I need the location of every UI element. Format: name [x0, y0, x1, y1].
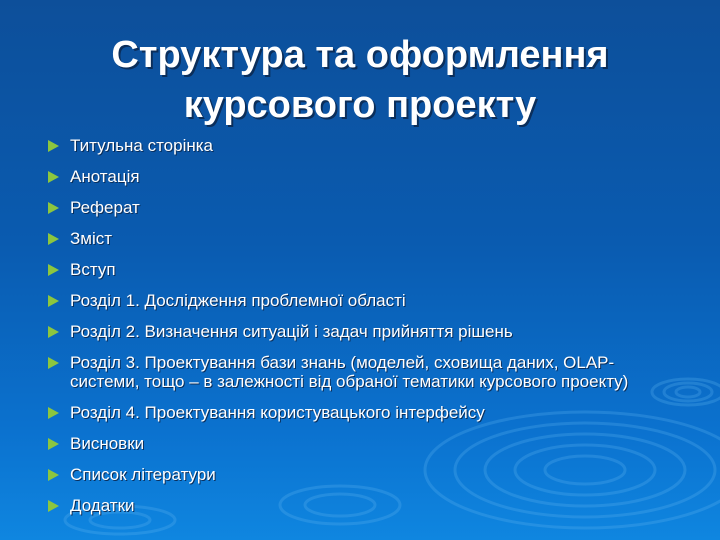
list-item-text: Список літератури: [70, 465, 216, 484]
arrowhead-bullet-icon: [48, 233, 59, 245]
arrowhead-bullet-icon: [48, 500, 59, 512]
list-item-text: Розділ 1. Дослідження проблемної області: [70, 291, 406, 310]
title-line-2: курсового проекту: [183, 84, 537, 126]
slide-title: [40, 30, 680, 130]
list-item: [48, 260, 678, 279]
list-item: [48, 198, 678, 217]
list-item-text: Титульна сторінка: [70, 136, 214, 155]
arrowhead-bullet-icon: [48, 326, 59, 338]
list-item: [48, 434, 678, 453]
list-item: [48, 229, 678, 248]
arrowhead-bullet-icon: [48, 357, 59, 369]
list-item: [48, 403, 678, 422]
arrowhead-bullet-icon: [48, 264, 59, 276]
list-item-text: Реферат: [70, 198, 140, 217]
arrowhead-bullet-icon: [48, 140, 59, 152]
list-item: [48, 136, 678, 155]
list-item-text: Додатки: [70, 496, 135, 515]
arrowhead-bullet-icon: [48, 171, 59, 183]
contents-list: [48, 136, 678, 515]
arrowhead-bullet-icon: [48, 295, 59, 307]
list-item: [48, 322, 678, 341]
arrowhead-bullet-icon: [48, 407, 59, 419]
list-item-text: Розділ 3. Проектування бази знань (моделей, сховища даних, OLAP- системи, тощо – в залежності від обраної тематики курсового проекту): [70, 353, 629, 391]
list-item: [48, 167, 678, 186]
arrowhead-bullet-icon: [48, 469, 59, 481]
list-item: [48, 496, 678, 515]
list-item-text: Розділ 4. Проектування користувацького інтерфейсу: [70, 403, 485, 422]
arrowhead-bullet-icon: [48, 438, 59, 450]
list-item-text: Висновки: [70, 434, 145, 453]
list-item-text: Вступ: [70, 260, 116, 279]
list-item-text: Розділ 2. Визначення ситуацій і задач прийняття рішень: [70, 322, 513, 341]
list-item-text: Зміст: [70, 229, 113, 248]
list-item-text: Анотація: [70, 167, 140, 186]
list-item: [48, 465, 678, 484]
list-item: [48, 291, 678, 310]
list-item: [48, 353, 678, 391]
title-line-1: Структура та оформлення: [111, 34, 609, 76]
arrowhead-bullet-icon: [48, 202, 59, 214]
